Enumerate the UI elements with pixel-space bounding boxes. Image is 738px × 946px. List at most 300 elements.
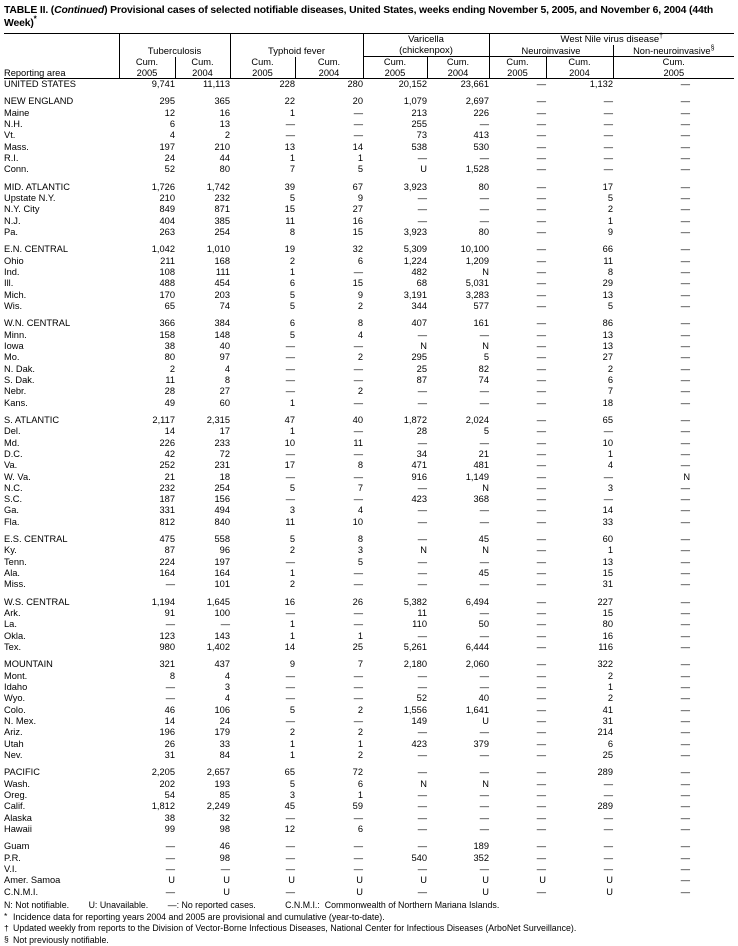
row-cell-c9: — xyxy=(680,363,691,374)
row-cell-c7: — xyxy=(536,841,547,852)
row-cell-c9: — xyxy=(680,96,691,107)
row-cell-c8: 13 xyxy=(602,329,614,340)
row-cell-c6: — xyxy=(479,864,490,874)
header-row-cum xyxy=(4,57,734,68)
table-row xyxy=(4,301,734,312)
row-cell-c4: 15 xyxy=(352,226,363,237)
row-cell-c7: — xyxy=(536,460,547,471)
row-cell-c5: 28 xyxy=(416,426,427,437)
row-cell-c8: 7 xyxy=(607,386,614,397)
footnote-2-marker: † xyxy=(4,923,9,934)
row-cell-c5: 3,923 xyxy=(403,181,427,192)
row-cell-c2: 2,249 xyxy=(206,801,230,812)
row-cell-c8: — xyxy=(603,864,614,874)
row-cell-c4: 6 xyxy=(357,778,363,789)
row-cell-c4: — xyxy=(353,448,363,459)
row-cell-c7: — xyxy=(536,130,547,141)
table-row xyxy=(4,642,734,653)
row-cell-c4: 7 xyxy=(357,482,363,493)
row-cell-c9: — xyxy=(680,642,691,653)
table-row xyxy=(4,398,734,409)
row-reporting-area: Tex. xyxy=(4,642,22,653)
row-cell-c6: — xyxy=(479,215,490,226)
row-reporting-area: Wash. xyxy=(4,778,31,789)
row-reporting-area: N.H. xyxy=(4,118,23,129)
footnote-3-marker: § xyxy=(4,933,9,944)
row-cell-c7: — xyxy=(536,414,547,425)
table-row xyxy=(4,813,734,824)
row-cell-c4: 2 xyxy=(357,750,363,761)
row-cell-c9: — xyxy=(680,812,691,823)
header-reporting-area: Reporting area xyxy=(4,68,119,79)
row-cell-c6: 1,149 xyxy=(465,471,490,482)
row-cell-c9: — xyxy=(680,482,691,493)
row-cell-c6: N xyxy=(482,778,490,789)
row-cell-c1: 210 xyxy=(159,192,175,203)
row-cell-c9: — xyxy=(680,630,691,641)
row-cell-c1: 849 xyxy=(159,204,175,215)
row-cell-c2: 13 xyxy=(219,118,230,129)
header-group-wnv xyxy=(489,34,734,46)
row-cell-c6: 577 xyxy=(473,300,490,311)
row-reporting-area: Wyo. xyxy=(4,693,26,704)
row-cell-c8: 1 xyxy=(607,545,614,556)
row-cell-c5: 916 xyxy=(411,471,427,482)
row-cell-c1: 812 xyxy=(159,516,175,527)
row-cell-c8: — xyxy=(603,164,614,175)
row-cell-c3: 15 xyxy=(284,204,295,215)
row-cell-c4: — xyxy=(353,568,363,579)
row-cell-c5: — xyxy=(417,812,427,823)
row-cell-c2: 101 xyxy=(214,579,230,590)
row-cell-c3: 5 xyxy=(289,778,295,789)
header-year-ni-2005: 2005 xyxy=(489,68,546,79)
row-cell-c4: 4 xyxy=(357,329,363,340)
row-cell-c2: 44 xyxy=(219,152,230,163)
row-cell-c1: — xyxy=(165,619,175,630)
row-cell-c3: 45 xyxy=(284,801,295,812)
row-cell-c4: 72 xyxy=(352,767,363,778)
row-cell-c6: 3,283 xyxy=(465,289,490,300)
row-reporting-area: Vt. xyxy=(4,130,16,141)
row-cell-c1: 9,741 xyxy=(151,79,175,89)
row-cell-c9: — xyxy=(680,192,691,203)
row-cell-c6: 45 xyxy=(478,534,490,545)
table-row xyxy=(4,352,734,363)
table-row xyxy=(4,153,734,164)
row-cell-c4: — xyxy=(353,716,363,727)
row-cell-c4: 1 xyxy=(357,790,363,801)
table-row xyxy=(4,426,734,437)
row-cell-c2: 46 xyxy=(219,841,230,852)
row-cell-c8: 65 xyxy=(602,414,614,425)
row-reporting-area: Mo. xyxy=(4,352,20,363)
row-cell-c4: 1 xyxy=(357,738,363,749)
row-cell-c2: 60 xyxy=(219,397,230,408)
row-reporting-area: Utah xyxy=(4,738,24,749)
row-cell-c7: — xyxy=(536,778,547,789)
table-row xyxy=(4,438,734,449)
row-cell-c3: 7 xyxy=(289,164,295,175)
row-cell-c9: — xyxy=(680,289,691,300)
row-cell-c2: 148 xyxy=(214,329,230,340)
row-cell-c1: 187 xyxy=(159,494,175,505)
row-cell-c1: 11 xyxy=(165,374,175,385)
row-cell-c1: 224 xyxy=(159,556,175,567)
row-cell-c5: 87 xyxy=(416,374,427,385)
row-cell-c4: — xyxy=(353,397,363,408)
row-reporting-area: Ala. xyxy=(4,568,21,579)
row-cell-c7: — xyxy=(536,352,547,363)
header-cum-var-2005: Cum. xyxy=(363,57,427,68)
row-cell-c1: 158 xyxy=(159,329,175,340)
row-cell-c9: — xyxy=(680,374,691,385)
table-row xyxy=(4,130,734,141)
row-cell-c3: 2 xyxy=(289,727,295,738)
row-cell-c8: 6 xyxy=(607,738,614,749)
row-cell-c9: — xyxy=(680,670,691,681)
row-cell-c3: 5 xyxy=(289,192,295,203)
row-cell-c4: 8 xyxy=(357,318,363,329)
row-cell-c4: 2 xyxy=(357,704,363,715)
table-row xyxy=(4,716,734,727)
row-cell-c3: 5 xyxy=(289,300,295,311)
row-cell-c5: — xyxy=(417,505,427,516)
row-cell-c6: — xyxy=(479,579,490,590)
row-cell-c7: — xyxy=(536,659,547,670)
row-reporting-area: Kans. xyxy=(4,397,28,408)
row-cell-c6: 23,661 xyxy=(460,79,490,89)
row-cell-c3: U xyxy=(288,875,295,886)
row-cell-c1: 49 xyxy=(164,397,175,408)
row-cell-c6: 1,209 xyxy=(465,255,490,266)
row-cell-c4: — xyxy=(353,471,363,482)
table-row xyxy=(4,534,734,545)
row-reporting-area: Fla. xyxy=(4,516,20,527)
row-cell-c5: — xyxy=(417,864,427,874)
row-cell-c7: — xyxy=(536,864,547,874)
row-cell-c8: — xyxy=(603,118,614,129)
row-cell-c5: — xyxy=(417,192,427,203)
row-cell-c7: — xyxy=(536,426,547,437)
row-cell-c6: U xyxy=(482,716,490,727)
row-cell-c2: 179 xyxy=(214,727,230,738)
row-cell-c9: — xyxy=(680,278,691,289)
row-cell-c7: — xyxy=(536,704,547,715)
row-cell-c6: 161 xyxy=(473,318,490,329)
row-cell-c5: 11 xyxy=(417,608,427,619)
header-cum-tb-2005: Cum. xyxy=(119,57,175,68)
row-cell-c8: 5 xyxy=(607,192,614,203)
row-cell-c4: 3 xyxy=(357,545,363,556)
row-cell-c3: 13 xyxy=(284,141,295,152)
row-cell-c2: 494 xyxy=(214,505,230,516)
row-cell-c2: 74 xyxy=(219,300,230,311)
row-cell-c5: 73 xyxy=(416,130,427,141)
row-cell-c6: — xyxy=(479,556,490,567)
row-cell-c5: — xyxy=(417,579,427,590)
row-cell-c6: 2,060 xyxy=(465,659,490,670)
row-cell-c2: 3 xyxy=(224,682,230,693)
row-cell-c9: — xyxy=(680,801,691,812)
row-cell-c5: 20,152 xyxy=(398,79,427,89)
row-cell-c3: 2 xyxy=(289,545,295,556)
row-cell-c1: — xyxy=(165,579,175,590)
row-reporting-area: PACIFIC xyxy=(4,767,40,778)
table-row xyxy=(4,597,734,608)
row-cell-c1: 65 xyxy=(164,300,175,311)
row-cell-c1: 202 xyxy=(159,778,175,789)
row-cell-c5: 25 xyxy=(416,363,427,374)
table-row xyxy=(4,659,734,670)
row-cell-c1: 8 xyxy=(169,670,175,681)
row-cell-c1: 1,042 xyxy=(151,244,175,255)
row-cell-c1: 2,117 xyxy=(152,414,175,425)
row-cell-c8: — xyxy=(603,471,614,482)
row-cell-c6: — xyxy=(479,670,490,681)
row-cell-c5: — xyxy=(417,790,427,801)
row-cell-c5: 68 xyxy=(416,278,427,289)
row-cell-c3: 1 xyxy=(289,630,295,641)
row-cell-c2: 17 xyxy=(219,426,230,437)
row-cell-c5: 5,261 xyxy=(403,642,427,653)
row-cell-c4: 27 xyxy=(352,204,363,215)
row-cell-c6: 379 xyxy=(473,738,490,749)
row-cell-c9: — xyxy=(680,329,691,340)
row-cell-c1: 331 xyxy=(159,505,175,516)
table-row xyxy=(4,693,734,704)
row-cell-c3: 1 xyxy=(289,750,295,761)
row-cell-c9: — xyxy=(680,164,691,175)
header-empty-tb xyxy=(119,34,230,46)
row-cell-c5: — xyxy=(417,204,427,215)
row-reporting-area: N. Mex. xyxy=(4,716,37,727)
row-reporting-area: Minn. xyxy=(4,329,27,340)
row-cell-c6: 226 xyxy=(473,107,490,118)
row-reporting-area: V.I. xyxy=(4,864,18,874)
row-cell-c8: 4 xyxy=(607,460,614,471)
row-cell-c2: 233 xyxy=(214,437,230,448)
header-cum-var-2004: Cum. xyxy=(427,57,489,68)
row-reporting-area: UNITED STATES xyxy=(4,79,76,89)
row-cell-c2: 210 xyxy=(214,141,230,152)
row-cell-c1: 38 xyxy=(164,340,175,351)
row-reporting-area: S. ATLANTIC xyxy=(4,414,60,425)
row-cell-c6: — xyxy=(479,386,490,397)
row-cell-c9: — xyxy=(680,460,691,471)
row-cell-c6: — xyxy=(479,630,490,641)
row-cell-c3: 2 xyxy=(289,255,295,266)
row-cell-c7: — xyxy=(536,608,547,619)
row-cell-c7: — xyxy=(536,886,547,897)
row-cell-c5: 407 xyxy=(411,318,427,329)
row-cell-c8: 13 xyxy=(602,340,614,351)
row-cell-c5: N xyxy=(420,778,427,789)
table-row xyxy=(4,460,734,471)
row-cell-c5: 213 xyxy=(411,107,427,118)
row-cell-c3: — xyxy=(285,812,295,823)
row-cell-c9: — xyxy=(680,659,691,670)
row-cell-c6: 2,697 xyxy=(465,96,490,107)
table-row xyxy=(4,96,734,107)
row-cell-c1: 54 xyxy=(164,790,175,801)
row-reporting-area: Va. xyxy=(4,460,18,471)
row-cell-c4: 2 xyxy=(357,300,363,311)
row-cell-c3: 9 xyxy=(289,659,295,670)
row-cell-c4: 2 xyxy=(357,386,363,397)
header-spacer-cell-2 xyxy=(4,45,119,57)
row-cell-c2: U xyxy=(223,875,230,886)
row-cell-c7: — xyxy=(536,204,547,215)
row-cell-c3: 11 xyxy=(285,215,295,226)
header-spacer-cell xyxy=(4,34,119,46)
row-cell-c9: — xyxy=(680,778,691,789)
row-cell-c6: 50 xyxy=(478,619,490,630)
row-cell-c9: — xyxy=(680,397,691,408)
header-empty-tf xyxy=(230,34,363,46)
row-reporting-area: W.S. CENTRAL xyxy=(4,596,70,607)
row-cell-c1: 38 xyxy=(164,812,175,823)
row-cell-c5: 3,191 xyxy=(403,289,427,300)
row-cell-c3: — xyxy=(285,682,295,693)
row-cell-c3: — xyxy=(285,363,295,374)
table-row xyxy=(4,779,734,790)
row-cell-c6: — xyxy=(479,204,490,215)
row-reporting-area: Alaska xyxy=(4,812,32,823)
row-cell-c1: 1,726 xyxy=(151,181,175,192)
row-cell-c5: — xyxy=(417,630,427,641)
row-cell-c7: — xyxy=(536,727,547,738)
table-row xyxy=(4,227,734,238)
row-cell-c6: — xyxy=(479,192,490,203)
row-cell-c7: — xyxy=(536,568,547,579)
row-cell-c3: 19 xyxy=(284,244,295,255)
row-cell-c1: 46 xyxy=(164,704,175,715)
row-cell-c4: 2 xyxy=(357,352,363,363)
row-cell-c1: 4 xyxy=(169,130,175,141)
row-cell-c3: 2 xyxy=(289,579,295,590)
row-cell-c1: 252 xyxy=(159,460,175,471)
row-cell-c6: — xyxy=(479,767,490,778)
row-cell-c1: 488 xyxy=(159,278,175,289)
row-reporting-area: Nev. xyxy=(4,750,23,761)
row-cell-c7: — xyxy=(536,164,547,175)
footnote-2 xyxy=(4,923,734,935)
row-cell-c9: — xyxy=(680,608,691,619)
row-cell-c5: — xyxy=(417,329,427,340)
row-cell-c9: — xyxy=(680,118,691,129)
row-cell-c8: 80 xyxy=(602,619,614,630)
row-cell-c4: U xyxy=(356,875,363,886)
row-cell-c3: 5 xyxy=(289,704,295,715)
row-cell-c3: — xyxy=(285,716,295,727)
row-cell-c1: 80 xyxy=(164,352,175,363)
table-row xyxy=(4,79,734,91)
row-cell-c6: 80 xyxy=(478,226,490,237)
row-cell-c7: — xyxy=(536,340,547,351)
row-cell-c2: 156 xyxy=(214,494,230,505)
row-cell-c8: 41 xyxy=(602,704,614,715)
row-cell-c3: 1 xyxy=(289,107,295,118)
row-cell-c8: 15 xyxy=(602,568,614,579)
row-cell-c9: — xyxy=(680,141,691,152)
row-cell-c4: — xyxy=(353,266,363,277)
row-cell-c4: — xyxy=(353,864,363,874)
row-cell-c5: — xyxy=(417,534,427,545)
row-cell-c7: — xyxy=(536,670,547,681)
table-row xyxy=(4,278,734,289)
row-cell-c1: 321 xyxy=(159,659,175,670)
row-cell-c2: — xyxy=(220,864,230,874)
row-cell-c3: 39 xyxy=(284,181,295,192)
row-cell-c9: — xyxy=(680,152,691,163)
row-cell-c4: 9 xyxy=(357,289,363,300)
row-cell-c1: 475 xyxy=(159,534,175,545)
row-cell-c1: 26 xyxy=(164,738,175,749)
row-cell-c6: 6,444 xyxy=(465,642,490,653)
row-cell-c2: 454 xyxy=(214,278,230,289)
row-cell-c3: 12 xyxy=(284,824,295,835)
row-reporting-area: W. Va. xyxy=(4,471,31,482)
row-cell-c2: 203 xyxy=(214,289,230,300)
row-cell-c6: 6,494 xyxy=(465,596,490,607)
table-row xyxy=(4,290,734,301)
row-cell-c4: 40 xyxy=(352,414,363,425)
row-cell-c3: 14 xyxy=(284,642,295,653)
row-cell-c3: — xyxy=(285,130,295,141)
row-cell-c9: — xyxy=(680,516,691,527)
row-cell-c1: 21 xyxy=(164,471,175,482)
row-cell-c5: — xyxy=(417,568,427,579)
row-cell-c7: — xyxy=(536,630,547,641)
row-cell-c1: 14 xyxy=(164,716,175,727)
table-row xyxy=(4,318,734,329)
row-cell-c1: — xyxy=(165,841,175,852)
row-cell-c2: 437 xyxy=(214,659,230,670)
row-cell-c2: 197 xyxy=(214,556,230,567)
header-year-tf-2004: 2004 xyxy=(295,68,363,79)
row-cell-c8: 13 xyxy=(602,289,614,300)
row-cell-c7: — xyxy=(536,192,547,203)
table-row xyxy=(4,824,734,835)
row-cell-c8: 31 xyxy=(602,716,614,727)
row-cell-c7: — xyxy=(536,300,547,311)
row-cell-c8: — xyxy=(603,812,614,823)
row-cell-c1: 31 xyxy=(164,750,175,761)
header-group-wnv-marker: † xyxy=(659,33,664,41)
row-cell-c4: 1 xyxy=(357,152,363,163)
row-cell-c2: 365 xyxy=(214,96,230,107)
header-cum-tf-2004: Cum. xyxy=(295,57,363,68)
row-cell-c4: 6 xyxy=(357,255,363,266)
row-cell-c3: 1 xyxy=(289,738,295,749)
row-cell-c2: 2,657 xyxy=(206,767,230,778)
row-cell-c2: 84 xyxy=(219,750,230,761)
row-cell-c7: — xyxy=(536,852,547,863)
row-reporting-area: D.C. xyxy=(4,448,23,459)
row-cell-c4: U xyxy=(356,886,363,897)
row-cell-c9: — xyxy=(680,414,691,425)
row-cell-c8: — xyxy=(603,790,614,801)
row-cell-c2: 254 xyxy=(214,226,230,237)
row-reporting-area: Idaho xyxy=(4,682,28,693)
row-cell-c1: U xyxy=(168,875,175,886)
row-cell-c2: 100 xyxy=(214,608,230,619)
row-cell-c3: — xyxy=(285,693,295,704)
row-cell-c5: 3,923 xyxy=(403,226,427,237)
row-cell-c1: — xyxy=(165,864,175,874)
row-cell-c7: — xyxy=(536,482,547,493)
